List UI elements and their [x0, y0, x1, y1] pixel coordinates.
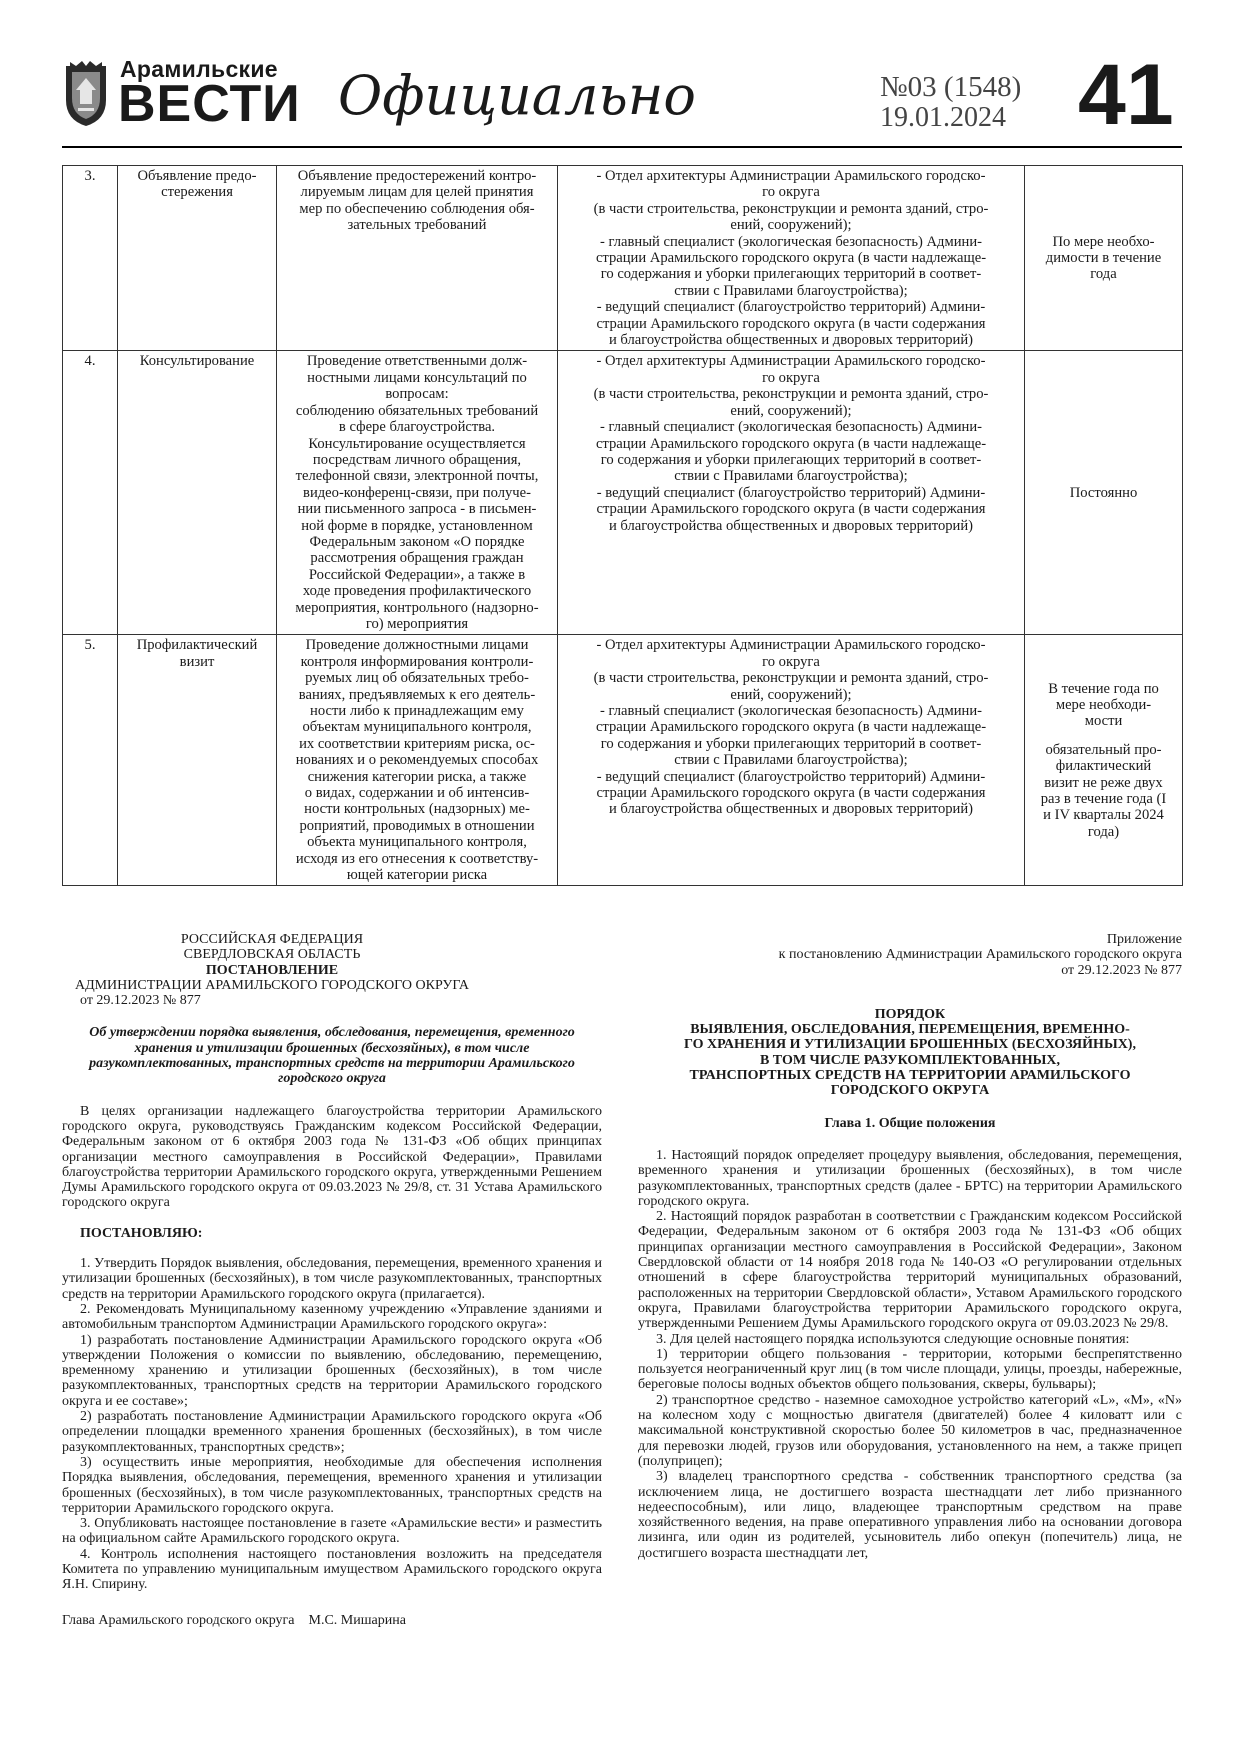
cell-desc	[277, 635, 558, 886]
cell-line: руемых лиц об обязательных требо-	[305, 670, 529, 687]
cell-line: телефонной связи, электронной почты,	[295, 468, 539, 485]
cell-line: - ведущий специалист (благоустройство территорий) Админи-	[596, 299, 986, 316]
cell-line: страции Арамильского городского округа (в части надлежаще-	[595, 719, 987, 736]
cell-line	[1029, 730, 1178, 742]
cell-line: мероприятия, контрольного (надзорно-	[295, 599, 539, 616]
signature-line: Глава Арамильского городского округа М.С. Мишарина	[62, 1612, 406, 1628]
cell-line: лируемым лицам для целей принятия	[300, 184, 534, 201]
cell-line: страции Арамильского городского округа (в части надлежаще-	[595, 435, 987, 452]
cell-line: ваниях, предъявляемых к его деятель-	[298, 686, 536, 703]
resolution-heading	[62, 932, 482, 993]
cell-resp	[558, 166, 1025, 351]
resolution-intro: В целях организации надлежащего благоустройства территории Арамильского городского округа, руководствуясь Гражданским кодексом Российской Федерации, Федеральным законом от 6 октября 2003 года № 131-ФЗ «Об общих принципах организации местного самоуправления в Российской Федерации», Правилами благоустройства территории Арамильского городского округа, утвержденными Решением Думы Арамильского городского округа от 09.03.2023 № 29/8, ст. 31 Устава Арамильского городского округа	[62, 1103, 602, 1211]
cell-line: В течение года по	[1048, 680, 1159, 697]
cell-line: Проведение ответственными долж-	[306, 353, 528, 370]
header-divider	[62, 146, 1182, 148]
resolution-title: Об утверждении порядка выявления, обследования, перемещения, временного хранения и утилизации брошенных (бесхозяйных), в том числе разукомплектованных, транспортных средств на территории Арамильского городского округа	[89, 1025, 575, 1087]
heading-authority: АДМИНИСТРАЦИИ АРАМИЛЬСКОГО ГОРОДСКОГО ОКРУГА	[74, 977, 470, 993]
clause-3: 3. Для целей настоящего порядка используются следующие основные понятия:	[656, 1331, 1130, 1347]
cell-line: ющей категории риска	[346, 867, 488, 884]
appendix-date: от 29.12.2023 № 877	[1061, 962, 1182, 978]
cell-line: ности контрольных (надзорных) ме-	[304, 801, 530, 818]
clause-3-3: 3) владелец транспортного средства - собственник транспортного средства (за исключением лица, не достигшего возраста шестнадцати лет либо признанного недееспособным), или лицо, владеющее транспортным средством на праве хозяйственного ведения, на праве оперативного управления либо на основании договора лизинга, или один из родителей, усыновитель либо опекун (попечитель) лица, не достигшего возраста шестнадцати лет,	[638, 1469, 1182, 1561]
cell-line: видео-конференц-связи, при получе-	[303, 484, 531, 501]
issue-number: №03 (1548)	[880, 71, 1022, 103]
cell-line: их соответствии критериям риска, ос-	[299, 735, 535, 752]
cell-no: 4.	[63, 351, 118, 635]
cell-line: Объявление предо-	[137, 168, 257, 184]
cell-desc	[277, 351, 558, 635]
cell-line: о видах, содержании и об интенсив-	[304, 785, 530, 802]
cell-line: го) мероприятия	[365, 615, 469, 632]
cell-line: Постоянно	[1069, 484, 1138, 501]
clause-2: 2. Настоящий порядок разработан в соответствии с Гражданским кодексом Российской Федерации, Федеральным законом от 6 октября 2003 года № 131-ФЗ «Об общих принципах организации местного самоуправления в Российской Федерации», Законом Свердловской области от 14 ноября 2018 года № 140-ОЗ «О регулировании отдельных отношений в сфере благоустройства территорий муниципальных образований, расположенных на территории Свердловской области», Уставом Арамильского городского округа, Правилами благоустройства территории Арамильского городского округа, утвержденными Решением Думы Арамильского городского округа от 09.03.2023 № 29/8.	[638, 1209, 1182, 1332]
cell-line: - Отдел архитектуры Администрации Арамильского городско-	[596, 353, 986, 370]
cell-line: го содержания и уборки прилегающих территорий в соответ-	[600, 735, 982, 752]
coat-of-arms-icon	[62, 60, 110, 128]
cell-line: мер по обеспечению соблюдения обя-	[299, 200, 535, 217]
cell-line: нованиях и о рекомендуемых способах	[295, 752, 539, 769]
cell-line: Консультирование	[139, 353, 255, 370]
brand-name-small: Арамильские	[120, 56, 278, 82]
cell-line: обязательный про-	[1045, 741, 1162, 758]
cell-line: - Отдел архитектуры Администрации Арамильского городско-	[596, 168, 986, 184]
cell-line: визит	[179, 653, 215, 670]
cell-line: - Отдел архитектуры Администрации Арамильского городско-	[596, 637, 986, 654]
cell-line: ений, сооружений);	[730, 217, 852, 234]
resolution-date-number: от 29.12.2023 № 877	[80, 993, 201, 1009]
cell-line: димости в течение	[1045, 250, 1162, 267]
cell-line: - ведущий специалист (благоустройство территорий) Админи-	[596, 484, 986, 501]
cell-line: страции Арамильского городского округа (в части содержания	[596, 785, 986, 802]
cell-line: страции Арамильского городского округа (в части содержания	[596, 501, 986, 518]
cell-line: вопросам:	[385, 386, 449, 403]
cell-line: страции Арамильского городского округа (в части надлежаще-	[595, 250, 987, 267]
cell-time	[1025, 351, 1183, 635]
cell-name	[118, 635, 277, 886]
cell-line: ной форме в порядке, установленном	[301, 517, 533, 534]
cell-resp	[558, 351, 1025, 635]
cell-line: нии письменного запроса - в письмен-	[297, 501, 537, 518]
cell-line: объекта муниципального контроля,	[307, 834, 527, 851]
cell-line: ствии с Правилами благоустройства);	[674, 752, 908, 769]
cell-no: 3.	[63, 166, 118, 351]
cell-line: стережения	[161, 184, 233, 201]
cell-line: ностными лицами консультаций по	[307, 369, 527, 386]
heading-country: РОССИЙСКАЯ ФЕДЕРАЦИЯ	[180, 932, 364, 947]
cell-line: в сфере благоустройства.	[338, 419, 496, 436]
appendix-label: Приложение	[1106, 932, 1182, 947]
cell-line: зательных требований	[347, 217, 487, 234]
cell-line: (в части строительства, реконструкции и ремонта зданий, стро-	[593, 386, 989, 403]
cell-line: го округа	[762, 184, 820, 201]
cell-line: Объявление предостережений контро-	[297, 168, 537, 184]
procedure-title-line: ВЫЯВЛЕНИЯ, ОБСЛЕДОВАНИЯ, ПЕРЕМЕЩЕНИЯ, ВРЕМЕННО-	[690, 1022, 1130, 1038]
procedure-title-line: ТРАНСПОРТНЫХ СРЕДСТВ НА ТЕРРИТОРИИ АРАМИЛЬСКОГО	[689, 1068, 1131, 1084]
cell-line: и IV кварталы 2024	[1043, 807, 1164, 824]
cell-name	[118, 351, 277, 635]
cell-line: ходе проведения профилактического	[302, 583, 532, 600]
page-number: 41	[1078, 47, 1174, 143]
cell-line: объектам муниципального контроля,	[302, 719, 532, 736]
table-row	[63, 351, 1183, 635]
clause-3-2: 2) транспортное средство - наземное самоходное устройство категорий «L», «M», «N» на колесном ходу с мощностью двигателя (двигателей) более 4 киловатт или с максимальной конструктивной скоростью более 50 километров в час, предназначенное для перевозки людей, грузов или оборудования, установленного на нем, а также прицеп (полуприцеп);	[638, 1392, 1182, 1469]
procedure-title-line: ГО ХРАНЕНИЯ И УТИЛИЗАЦИИ БРОШЕННЫХ (БЕСХОЗЯЙНЫХ),	[684, 1037, 1136, 1053]
item-1: 1. Утвердить Порядок выявления, обследования, перемещения, временного хранения и утилизации брошенных (бесхозяйных), в том числе разукомплектованных, транспортных средств на территории Арамильского городского округа (прилагается).	[62, 1256, 602, 1302]
item-4: 4. Контроль исполнения настоящего постановления возложить на председателя Комитета по управлению муниципальным имуществом Арамильского городского округа Я.Н. Спирину.	[62, 1546, 602, 1593]
right-column	[638, 932, 1182, 1561]
cell-line: го округа	[762, 653, 820, 670]
measures-table	[62, 165, 1183, 886]
cell-line: ствии с Правилами благоустройства);	[674, 282, 908, 299]
cell-time	[1025, 166, 1183, 351]
cell-line: мости	[1084, 713, 1123, 730]
cell-resp	[558, 635, 1025, 886]
clause-1: 1. Настоящий порядок определяет процедуру выявления, обследования, перемещения, временного хранения и утилизации брошенных (бесхозяйных), в том числе разукомплектованных, транспортных средств (далее - БРТС) на территории Арамильского городского округа.	[638, 1147, 1182, 1209]
cell-line: По мере необхо-	[1052, 233, 1155, 250]
cell-line: года)	[1087, 823, 1120, 840]
cell-no: 5.	[63, 635, 118, 886]
cell-name	[118, 166, 277, 351]
cell-line: (в части строительства, реконструкции и ремонта зданий, стро-	[593, 200, 989, 217]
appendix-ref: к постановлению Администрации Арамильского городского округа	[778, 947, 1182, 963]
left-column	[62, 932, 602, 1628]
decree-word: ПОСТАНОВЛЯЮ:	[80, 1225, 203, 1241]
heading-doc-type: ПОСТАНОВЛЕНИЕ	[205, 962, 339, 978]
cell-line: го содержания и уборки прилегающих территорий в соответ-	[600, 266, 982, 283]
cell-line: визит не реже двух	[1044, 774, 1163, 791]
cell-line: роприятий, проводимых в отношении	[299, 817, 535, 834]
cell-line: снижения категории риска, а также	[307, 768, 527, 785]
cell-line: - главный специалист (экологическая безопасность) Админи-	[600, 703, 982, 719]
procedure-title-line: ПОРЯДОК	[874, 1006, 946, 1022]
cell-line: Федеральным законом «О порядке	[309, 533, 525, 550]
cell-line: страции Арамильского городского округа (в части содержания	[596, 315, 986, 332]
cell-line: и благоустройства общественных и дворовых территорий)	[608, 332, 974, 349]
item-2: 2. Рекомендовать Муниципальному казенному учреждению «Управление зданиями и автомобильным транспортом Администрации Арамильского городского округа»:	[62, 1301, 602, 1333]
cell-line: исходя из его отнесения к соответству-	[295, 850, 539, 867]
cell-line: Профилактический	[136, 637, 258, 654]
cell-line: года	[1090, 266, 1117, 283]
appendix-note	[638, 932, 1182, 978]
section-title: Официально	[338, 64, 696, 127]
page-header	[62, 47, 1182, 144]
item-3: 3. Опубликовать настоящее постановление в газете «Арамильские вести» и разместить на официальном сайте Арамильского городского округа.	[62, 1516, 602, 1547]
cell-line: го содержания и уборки прилегающих территорий в соответ-	[600, 451, 982, 468]
cell-line: - главный специалист (экологическая безопасность) Админи-	[600, 233, 982, 250]
cell-line: го округа	[762, 369, 820, 386]
table-row	[63, 635, 1183, 886]
item-2-1: 1) разработать постановление Администрации Арамильского городского округа «Об утверждении Положения о комиссии по выявлению, обследованию, перемещению, временному хранению и утилизации брошенных (бесхозяйных), в том числе разукомплектованных, транспортных средств на территории Арамильского городского округа и ее составе»;	[62, 1332, 602, 1409]
cell-line: и благоустройства общественных и дворовых территорий)	[608, 801, 974, 818]
cell-time	[1025, 635, 1183, 886]
item-2-3: 3) осуществить иные мероприятия, необходимые для обеспечения исполнения Порядка выявления, обследования, перемещения, временного хранения и утилизации брошенных (бесхозяйных), в том числе разукомплектованных, транспортных средств на территории Арамильского городского округа.	[62, 1454, 602, 1516]
cell-line: - ведущий специалист (благоустройство территорий) Админи-	[596, 768, 986, 785]
cell-line: филактический	[1055, 758, 1152, 775]
table-row	[63, 166, 1183, 351]
cell-line: Консультирование осуществляется	[308, 435, 526, 452]
heading-region: СВЕРДЛОВСКАЯ ОБЛАСТЬ	[183, 947, 361, 963]
procedure-title	[638, 1007, 1182, 1099]
cell-line: (в части строительства, реконструкции и ремонта зданий, стро-	[593, 670, 989, 687]
procedure-title-line: В ТОМ ЧИСЛЕ РАЗУКОМПЛЕКТОВАННЫХ,	[759, 1052, 1061, 1068]
procedure-title-line: ГОРОДСКОГО ОКРУГА	[830, 1083, 990, 1099]
cell-desc	[277, 166, 558, 351]
cell-line: рассмотрения обращения граждан	[310, 550, 524, 567]
cell-line: Проведение должностными лицами	[305, 637, 529, 654]
cell-line: раз в течение года (I	[1040, 791, 1167, 808]
clause-3-1: 1) территории общего пользования - территории, которыми беспрепятственно пользуется неограниченный круг лиц (в том числе площади, улицы, проезды, набережные, береговые полосы водных объектов общего пользования, скверы, бульвары);	[638, 1346, 1182, 1393]
cell-line: посредствам личного обращения,	[312, 451, 522, 468]
cell-line: Российской Федерации», а также в	[308, 566, 526, 583]
cell-line: ений, сооружений);	[730, 402, 852, 419]
cell-line: и благоустройства общественных и дворовых территорий)	[608, 517, 974, 534]
item-2-2: 2) разработать постановление Администрации Арамильского городского округа «Об определении площадки временного хранения брошенных (бесхозяйных), в том числе разукомплектованных, транспортных средств»;	[62, 1409, 602, 1455]
cell-line: ствии с Правилами благоустройства);	[674, 468, 908, 485]
cell-line: контроля информирования контроли-	[300, 653, 534, 670]
chapter-heading: Глава 1. Общие положения	[824, 1115, 996, 1131]
issue-date: 19.01.2024	[880, 102, 1006, 133]
cell-line: - главный специалист (экологическая безопасность) Админи-	[600, 419, 982, 436]
cell-line: мере необходи-	[1055, 697, 1152, 713]
cell-line: ности либо к принадлежащим ему	[310, 703, 524, 719]
cell-line: ений, сооружений);	[730, 686, 852, 703]
cell-line: соблюдению обязательных требований	[295, 402, 539, 419]
brand-name-big: ВЕСТИ	[118, 75, 301, 133]
